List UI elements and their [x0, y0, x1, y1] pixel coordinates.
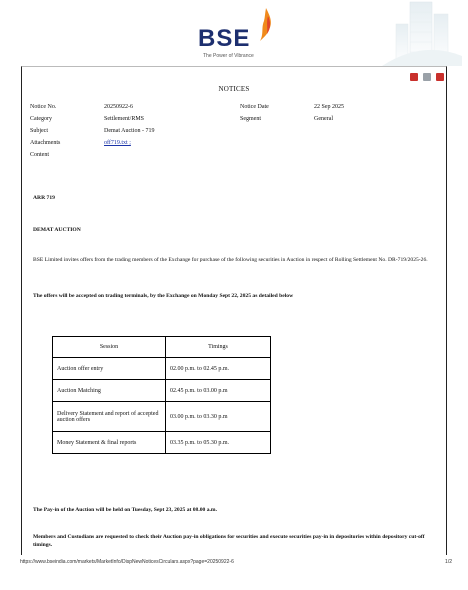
- table-row: [53, 432, 271, 454]
- logo-tagline: The Power of Vibrance: [203, 53, 254, 59]
- page-header: [0, 0, 468, 70]
- section-heading: DEMAT AUCTION: [33, 227, 81, 233]
- notice-date-value: 22 Sep 2025: [314, 104, 344, 110]
- notice-toolbar: [410, 73, 444, 81]
- table-cell: Delivery Statement and report of accepted auction offers: [53, 402, 166, 432]
- segment-label: Segment: [240, 116, 261, 122]
- table-header-session: Session: [53, 337, 166, 358]
- offers-note: The offers will be accepted on trading terminals, by the Exchange on Monday Sept 22, 2025 as detailed below: [33, 293, 294, 299]
- table-cell: Auction Matching: [53, 380, 166, 402]
- table-cell: 02.45 p.m. to 03.00 p.m: [166, 380, 271, 402]
- email-icon[interactable]: [436, 73, 444, 81]
- members-note: Members and Custodians are requested to check their Auction pay-in obligations for securities and execute securities pay-in in depositories within depository cut-off timings.: [33, 534, 425, 548]
- notice-frame: [21, 66, 447, 555]
- pdf-icon[interactable]: [410, 73, 418, 81]
- attachments-label: Attachments: [30, 140, 61, 146]
- bse-logo: BSE: [198, 25, 251, 52]
- category-value: Settlement/RMS: [104, 116, 145, 122]
- table-cell: Money Statement & final reports: [53, 432, 166, 454]
- flame-logo-icon: [258, 8, 274, 42]
- table-cell: 03.35 p.m. to 05.30 p.m.: [166, 432, 271, 454]
- table-cell: Auction offer entry: [53, 358, 166, 380]
- notice-no-label: Notice No.: [30, 104, 57, 110]
- footer-url: https://www.bseindia.com/markets/MarketInfo/DispNewNoticesCirculars.aspx?page=20250922-6: [20, 559, 234, 565]
- notice-date-label: Notice Date: [240, 104, 269, 110]
- table-header-timings: Timings: [166, 337, 271, 358]
- segment-value: General: [314, 116, 333, 122]
- building-skyline-graphic: [342, 0, 462, 66]
- table-cell: 02.00 p.m. to 02.45 p.m.: [166, 358, 271, 380]
- auction-timings-table: [52, 336, 271, 454]
- subject-value: Demat Auction - 719: [104, 128, 155, 134]
- page-title: NOTICES: [218, 85, 250, 93]
- subject-label: Subject: [30, 128, 48, 134]
- table-row: [53, 402, 271, 432]
- reference-number: ARR 719: [33, 195, 55, 201]
- table-row: [53, 358, 271, 380]
- print-icon[interactable]: [423, 73, 431, 81]
- notice-no-value: 20250922-6: [104, 104, 133, 110]
- table-header-row: [53, 337, 271, 358]
- table-cell: 03.00 p.m. to 03.30 p.m: [166, 402, 271, 432]
- intro-paragraph: BSE Limited invites offers from the trading members of the Exchange for purchase of the following securities in Auction in respect of Rolling Settlement No. DR-719/2025-26.: [33, 257, 428, 263]
- page-footer: [20, 559, 452, 565]
- table-row: [53, 380, 271, 402]
- payin-note: The Pay-in of the Auction will be held on Tuesday, Sept 23, 2025 at 08.00 a.m.: [33, 507, 217, 513]
- attachment-link[interactable]: off719.txt ;: [104, 140, 131, 146]
- content-label: Content: [30, 152, 49, 158]
- category-label: Category: [30, 116, 52, 122]
- page-number: 1/2: [445, 559, 452, 565]
